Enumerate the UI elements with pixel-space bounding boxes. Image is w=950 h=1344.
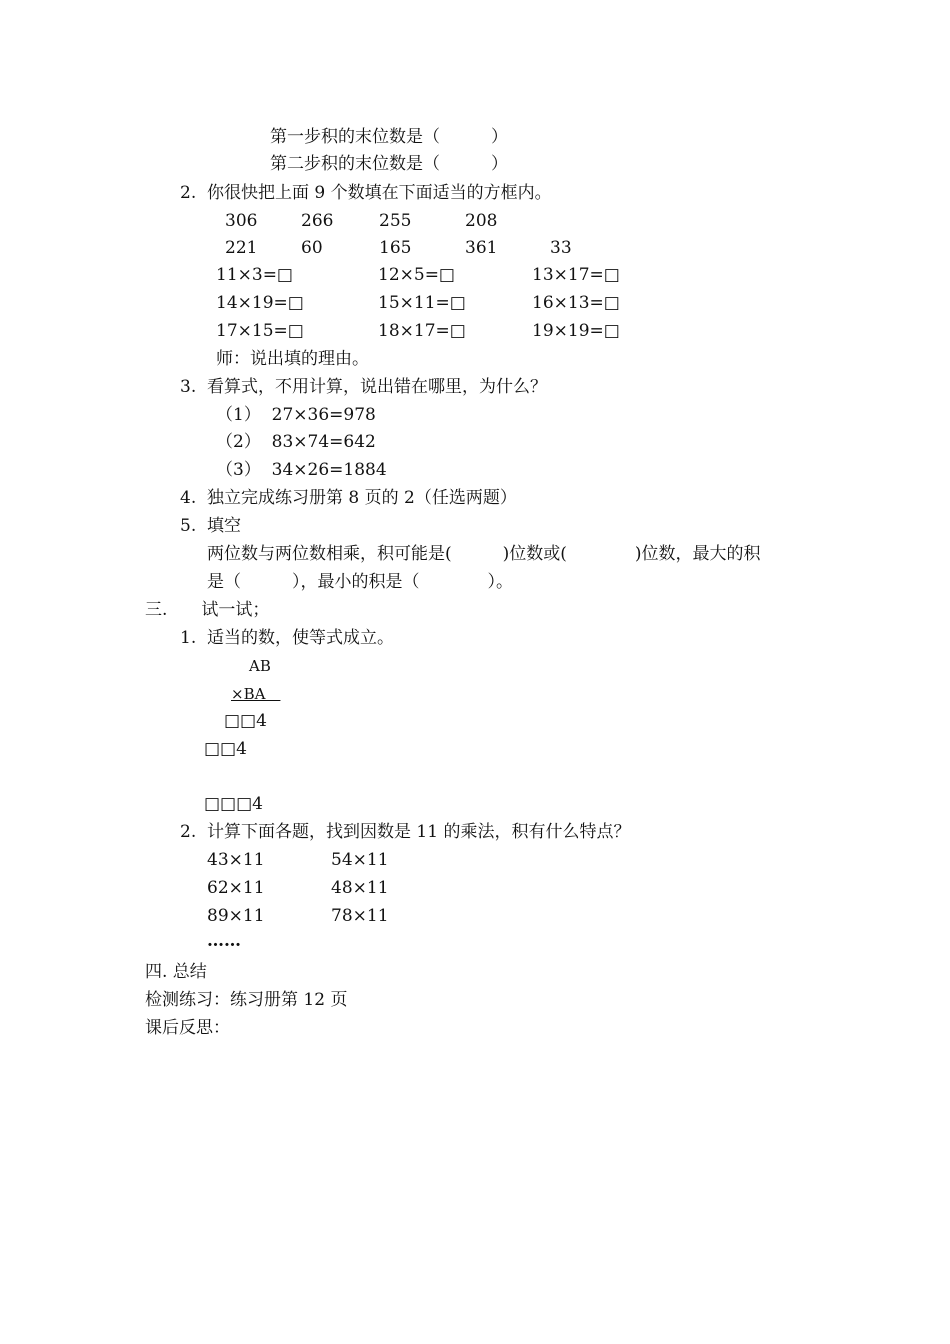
number-306: 306 [225, 211, 258, 231]
q5-line2: 是（ ），最小的积是（ ）。 [207, 572, 513, 592]
number-266: 266 [301, 211, 334, 231]
q5-prompt: 5. 填空 [180, 516, 242, 536]
section3-heading: 三. 试一试； [145, 600, 270, 620]
equation: 18×17=□ [378, 321, 466, 341]
multiplication-item: 48×11 [331, 878, 389, 898]
equation: 13×17=□ [532, 265, 620, 285]
multiplication-item: 62×11 [207, 878, 265, 898]
equation: 12×5=□ [378, 265, 455, 285]
ellipsis: …… [207, 931, 241, 951]
multiplication-item: 89×11 [207, 906, 265, 926]
equation: 19×19=□ [532, 321, 620, 341]
q3-prompt: 3. 看算式，不用计算，说出错在哪里，为什么？ [180, 377, 548, 397]
number-208: 208 [465, 211, 498, 231]
q3-item: （2） 83×74=642 [216, 432, 376, 452]
section4-heading: 四. 总结 [145, 962, 207, 982]
step1-line: 第一步积的末位数是（ ） [270, 127, 508, 147]
number-361: 361 [465, 238, 498, 258]
q3-item: （1） 27×36=978 [216, 405, 376, 425]
number-221: 221 [225, 238, 258, 258]
q2-prompt: 2. 你很快把上面 9 个数填在下面适当的方框内。 [180, 183, 552, 203]
q5-line1: 两位数与两位数相乘，积可能是( )位数或( )位数，最大的积 [207, 544, 761, 564]
multiplication-item: 78×11 [331, 906, 389, 926]
number-255: 255 [379, 211, 412, 231]
step2-line: 第二步积的末位数是（ ） [270, 154, 508, 174]
equation: 14×19=□ [216, 293, 304, 313]
equation: 16×13=□ [532, 293, 620, 313]
partial-product-1: □□4 [224, 711, 267, 731]
equation: 11×3=□ [216, 265, 293, 285]
partial-product-2: □□4 [204, 739, 247, 759]
s3-q2-prompt: 2. 计算下面各题，找到因数是 11 的乘法，积有什么特点？ [180, 822, 631, 842]
multiplicand: AB [249, 657, 271, 675]
multiplier: ×BA [231, 685, 281, 703]
equation: 17×15=□ [216, 321, 304, 341]
number-165: 165 [379, 238, 412, 258]
final-product: □□□4 [204, 794, 264, 814]
equation: 15×11=□ [378, 293, 466, 313]
multiplication-item: 54×11 [331, 850, 389, 870]
number-60: 60 [301, 238, 323, 258]
q4-prompt: 4. 独立完成练习册第 8 页的 2（任选两题） [180, 488, 517, 508]
number-33: 33 [550, 238, 572, 258]
multiplication-item: 43×11 [207, 850, 265, 870]
s3-q1-prompt: 1. 适当的数，使等式成立。 [180, 628, 395, 648]
teacher-note: 师：说出填的理由。 [216, 349, 369, 369]
q3-item: （3） 34×26=1884 [216, 460, 387, 480]
reflection: 课后反思： [145, 1018, 230, 1038]
test-practice: 检测练习：练习册第 12 页 [145, 990, 348, 1010]
